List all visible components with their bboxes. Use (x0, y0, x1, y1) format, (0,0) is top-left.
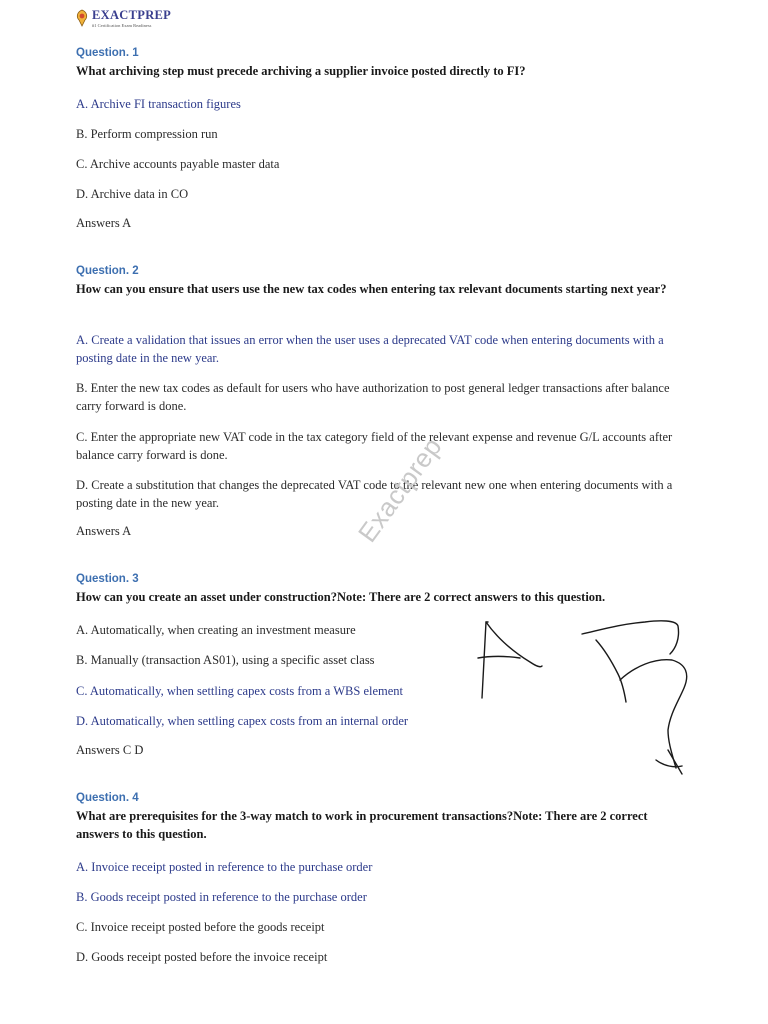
question-heading: Question. 1 (76, 47, 139, 59)
question-text: What archiving step must precede archiving a supplier invoice posted directly to FI? (76, 64, 526, 78)
option-c: C. Invoice receipt posted before the goods receipt (76, 920, 325, 934)
option-c: C. Automatically, when settling capex costs from a WBS element (76, 684, 404, 698)
option-a: A. Archive FI transaction figures (76, 97, 241, 111)
option-b: B. Manually (transaction AS01), using a specific asset class (76, 653, 375, 667)
option-b: B. Perform compression run (76, 127, 218, 141)
answer-line: Answers C D (76, 743, 144, 757)
question-heading: Question. 3 (76, 573, 139, 585)
option-a: A. Create a validation that issues an error when the user uses a deprecated VAT code when entering documents with a posting date in the new year. (76, 333, 664, 365)
option-a: A. Automatically, when creating an investment measure (76, 623, 356, 637)
question-block (76, 47, 696, 247)
option-c: C. Enter the appropriate new VAT code in the tax category field of the relevant expense and revenue G/L accounts after balance carry forward is done. (76, 430, 673, 462)
option-b: B. Goods receipt posted in reference to the purchase order (76, 890, 367, 904)
option-d: D. Archive data in CO (76, 187, 189, 201)
option-b: B. Enter the new tax codes as default for users who have authorization to post general ledger transactions after balance carry forward is done. (76, 381, 670, 413)
logo-icon (74, 8, 90, 28)
logo-brand: EXACTPREP (92, 8, 172, 22)
exactprep-logo (74, 6, 194, 34)
option-d: D. Goods receipt posted before the invoice receipt (76, 950, 328, 964)
option-d: D. Create a substitution that changes the deprecated VAT code to the relevant new one when entering documents with a posting date in the new year. (76, 478, 673, 510)
answer-line: Answers A (76, 524, 132, 538)
watermark: Exactprep (352, 431, 448, 548)
question-text: How can you create an asset under construction?Note: There are 2 correct answers to this question. (76, 590, 606, 604)
question-text: How can you ensure that users use the new tax codes when entering tax relevant documents starting next year? (76, 282, 667, 296)
question-block (76, 792, 696, 972)
option-d: D. Automatically, when settling capex costs from an internal order (76, 714, 409, 728)
option-c: C. Archive accounts payable master data (76, 157, 280, 171)
answer-line: Answers A (76, 216, 132, 230)
question-heading: Question. 4 (76, 792, 139, 804)
question-heading: Question. 2 (76, 265, 139, 277)
logo-tagline: #1 Certification Exam Readiness (92, 23, 152, 28)
handwritten-annotation (470, 610, 700, 790)
question-text: What are prerequisites for the 3-way match to work in procurement transactions?Note: There are 2 correct answers to this question. (76, 809, 648, 841)
option-a: A. Invoice receipt posted in reference to the purchase order (76, 860, 373, 874)
